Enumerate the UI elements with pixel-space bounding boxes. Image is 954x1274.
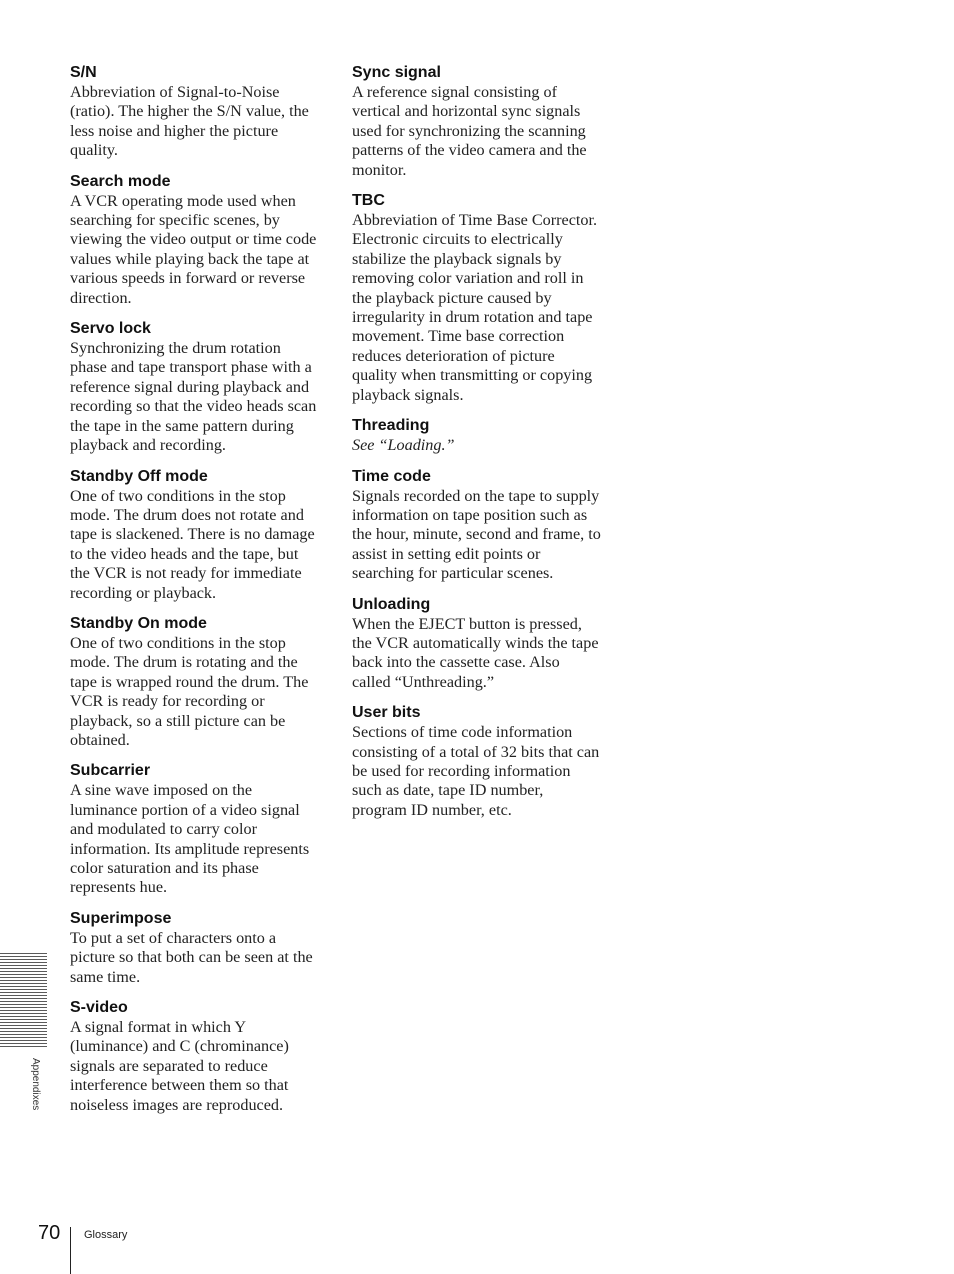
- glossary-definition: A VCR operating mode used when searching for specific scenes, by viewing the video output or time code values while playing back the tape at various speeds in forward or reverse direction.: [70, 191, 317, 307]
- glossary-entry: [70, 761, 320, 897]
- glossary-definition: A reference signal consisting of vertical and horizontal sync signals used for synchronizing the scanning patterns of the video camera and the monitor.: [352, 83, 587, 179]
- glossary-term: Unloading: [352, 595, 431, 613]
- footer-section-title: Glossary: [84, 1229, 128, 1241]
- glossary-term: Superimpose: [70, 909, 172, 927]
- glossary-definition: Abbreviation of Time Base Corrector. Electronic circuits to electrically stabilize the playback signals by removing color variation and roll in the playback picture caused by irregularity in drum rotation and tape movement. Time base correction reduces deterioration of picture quality when transmitting or copying playback signals.: [352, 211, 598, 404]
- glossary-definition: One of two conditions in the stop mode. The drum does not rotate and tape is slackened. There is no damage to the video heads and the tape, but the VCR is not ready for immediate recording or playback.: [70, 486, 315, 602]
- glossary-entry: [352, 191, 602, 405]
- glossary-term: S-video: [70, 999, 128, 1017]
- glossary-definition: Signals recorded on the tape to supply information on tape position such as the hour, minute, second and frame, to assist in setting edit points or searching for particular scenes.: [352, 486, 601, 583]
- glossary-entry: [70, 319, 320, 455]
- glossary-definition: Synchronizing the drum rotation phase and tape transport phase with a reference signal during playback and recording so that the video heads scan the tape in the same pattern during playback and recording.: [70, 339, 317, 455]
- glossary-term: Threading: [352, 417, 430, 435]
- glossary-term: Subcarrier: [70, 762, 151, 780]
- glossary-entry: [70, 172, 320, 308]
- glossary-term: TBC: [352, 192, 385, 210]
- glossary-term: S/N: [70, 64, 97, 81]
- glossary-definition: A sine wave imposed on the luminance portion of a video signal and modulated to carry color information. Its amplitude represents color saturation and its phase represents hue.: [70, 781, 310, 897]
- glossary-entry: [352, 63, 602, 180]
- glossary-entry: [352, 703, 602, 820]
- glossary-definition: Abbreviation of Signal-to-Noise (ratio). The higher the S/N value, the less noise and higher the picture quality.: [70, 83, 309, 160]
- glossary-right-column: [352, 63, 602, 831]
- glossary-term: Time code: [352, 467, 431, 485]
- glossary-definition: To put a set of characters onto a picture so that both can be seen at the same time.: [70, 928, 313, 986]
- glossary-left-column: [70, 63, 320, 1126]
- glossary-definition: See “Loading.”: [352, 436, 455, 455]
- glossary-entry: [70, 467, 320, 603]
- glossary-definition: Sections of time code information consisting of a total of 32 bits that can be used for recording information such as date, tape ID number, program ID number, etc.: [352, 723, 600, 819]
- glossary-entry: [70, 614, 320, 750]
- footer-divider: [70, 1227, 71, 1274]
- glossary-entry: [352, 595, 602, 693]
- glossary-entry: [70, 63, 320, 161]
- glossary-term: Servo lock: [70, 320, 151, 338]
- glossary-term: Search mode: [70, 172, 171, 190]
- glossary-term: Standby On mode: [70, 614, 207, 632]
- glossary-definition: One of two conditions in the stop mode. The drum is rotating and the tape is wrapped round the drum. The VCR is ready for recording or playback, so a still picture can be obtained.: [70, 633, 309, 749]
- section-tab-stripes: [0, 953, 47, 1049]
- section-tab-label: Appendixes: [30, 1058, 41, 1111]
- glossary-entry: [70, 909, 320, 987]
- glossary-definition: A signal format in which Y (luminance) and C (chrominance) signals are separated to reduce interference between them so that noiseless images are reproduced.: [70, 1018, 289, 1114]
- glossary-term: User bits: [352, 704, 421, 722]
- glossary-entry: [352, 467, 602, 584]
- glossary-term: Sync signal: [352, 64, 441, 81]
- glossary-entry: [352, 416, 602, 455]
- glossary-entry: [70, 998, 320, 1115]
- glossary-definition: When the EJECT button is pressed, the VCR automatically winds the tape back into the cassette case. Also called “Unthreading.”: [352, 614, 599, 691]
- page-number: 70: [38, 1222, 61, 1244]
- glossary-term: Standby Off mode: [70, 467, 208, 485]
